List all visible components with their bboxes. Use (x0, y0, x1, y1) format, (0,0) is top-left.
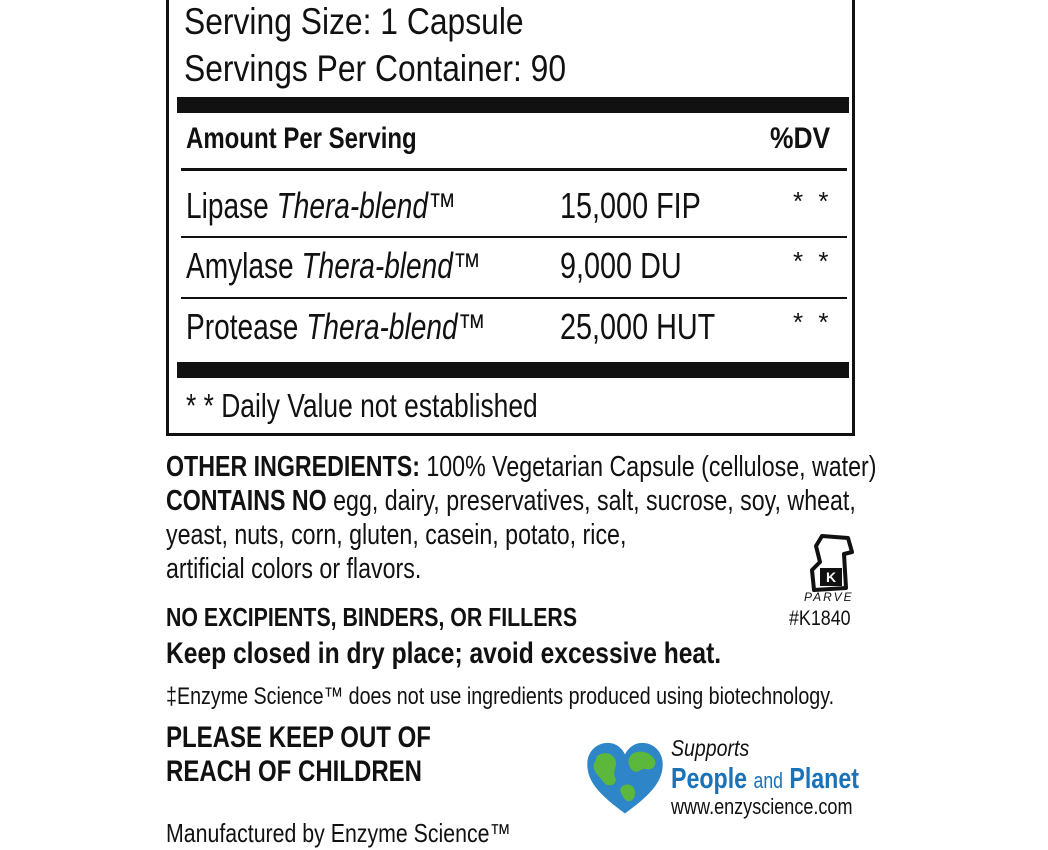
rule-row-2 (181, 297, 847, 299)
serving-size: Serving Size: 1 Capsule (184, 1, 524, 42)
servings-per-container: Servings Per Container: 90 (184, 48, 567, 89)
other-ingredients: OTHER INGREDIENTS: 100% Vegetarian Capsule (cellulose, water) (166, 451, 877, 483)
nutrient-amount-amylase: 9,000 DU (560, 245, 682, 286)
dv-header: %DV (770, 122, 831, 155)
svg-text:K: K (825, 569, 837, 585)
nutrient-name-amylase: Amylase Thera-blend™ (186, 245, 481, 286)
nutrient-name-lipase: Lipase Thera-blend™ (186, 185, 457, 226)
heart-earth-icon (584, 738, 666, 820)
rule-header (181, 168, 847, 171)
keep-out-line-2: REACH OF CHILDREN (166, 755, 422, 788)
nutrient-amount-protease: 25,000 HUT (560, 306, 716, 347)
kosher-code: #K1840 (789, 607, 851, 630)
nutrient-dv-lipase: * * (793, 186, 833, 216)
keep-closed-notice: Keep closed in dry place; avoid excessive heat. (166, 637, 722, 670)
contains-no-line-2: yeast, nuts, corn, gluten, casein, potato, rice, (166, 519, 627, 551)
rule-row-1 (181, 236, 847, 238)
nutrient-dv-protease: * * (793, 307, 833, 337)
amount-per-serving-header: Amount Per Serving (186, 122, 417, 155)
thick-divider-top (177, 97, 849, 113)
website-url[interactable]: www.enzyscience.com (671, 794, 853, 819)
people-and-planet: People and Planet (671, 763, 859, 795)
contains-no-line-3: artificial colors or flavors. (166, 553, 422, 585)
manufactured-by: Manufactured by Enzyme Science™ (166, 818, 511, 848)
nutrient-dv-amylase: * * (793, 246, 833, 276)
nutrient-amount-lipase: 15,000 FIP (560, 185, 701, 226)
contains-no-line-1: CONTAINS NO egg, dairy, preservatives, salt, sucrose, soy, wheat, (166, 485, 856, 517)
kosher-parve-label: PARVE (804, 590, 854, 604)
nutrient-name-protease: Protease Thera-blend™ (186, 306, 486, 347)
thick-divider-bottom (177, 362, 849, 378)
keep-out-line-1: PLEASE KEEP OUT OF (166, 721, 431, 754)
no-excipients-notice: NO EXCIPIENTS, BINDERS, OR FILLERS (166, 602, 578, 632)
supports-label: Supports (671, 735, 750, 761)
biotech-notice: ‡Enzyme Science™ does not use ingredients produced using biotechnology. (166, 683, 835, 710)
dv-footnote: * * Daily Value not established (186, 387, 538, 424)
